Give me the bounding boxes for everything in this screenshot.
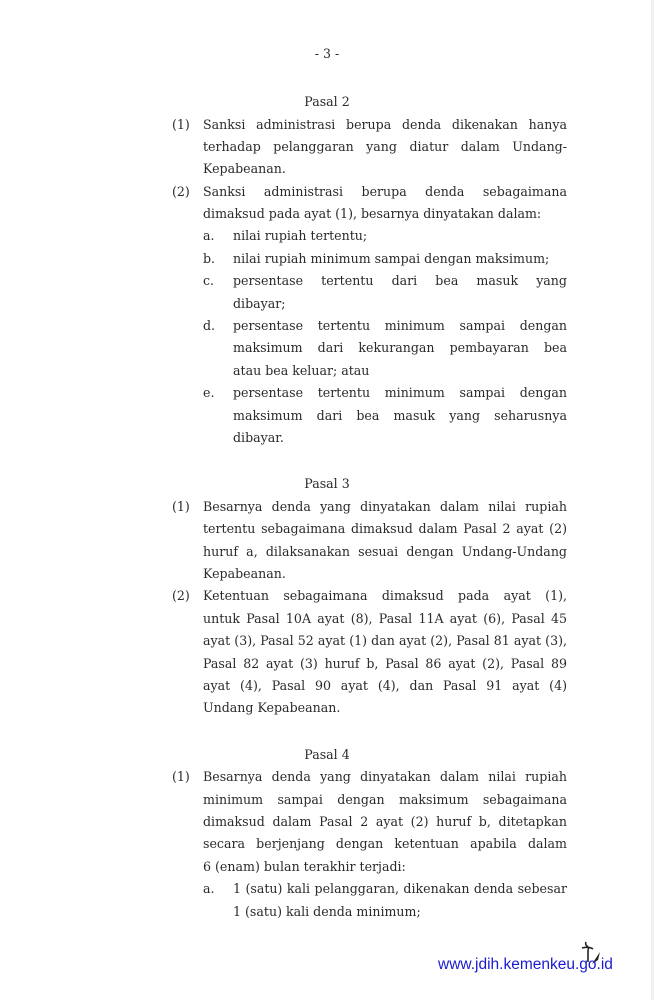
line-text: persentase tertentu minimum sampai dengan — [233, 318, 567, 334]
text-line — [0, 518, 654, 540]
line-text: Undang Kepabeanan. — [203, 700, 341, 716]
line-text: Ketentuan sebagaimana dimaksud pada ayat (1), — [203, 588, 567, 604]
text-line — [0, 360, 654, 382]
article-heading: Pasal 3 — [304, 476, 350, 492]
line-text: 1 (satu) kali denda minimum; — [233, 903, 421, 919]
line-text: 1 (satu) kali pelanggaran, dikenakan denda sebesar — [233, 881, 567, 897]
clause-number: (2) — [172, 183, 190, 199]
page-number: - 3 - — [314, 46, 340, 61]
text-line — [0, 833, 654, 855]
text-line — [0, 675, 654, 697]
line-text: nilai rupiah minimum sampai dengan maksimum; — [233, 250, 550, 266]
line-text: Kepabeanan. — [203, 566, 286, 582]
text-line — [0, 496, 654, 518]
line-text: dimaksud pada ayat (1), besarnya dinyatakan dalam: — [203, 206, 542, 222]
text-line — [0, 293, 654, 315]
line-text: tertentu sebagaimana dimaksud dalam Pasal 2 ayat (2) — [203, 521, 567, 537]
text-line — [0, 181, 654, 203]
clause-number: (1) — [172, 498, 190, 514]
line-text: dibayar; — [233, 295, 286, 311]
text-line — [0, 789, 654, 811]
text-line — [0, 653, 654, 675]
line-text: dibayar. — [233, 429, 284, 445]
subclause-letter: a. — [203, 228, 215, 244]
line-text: Sanksi administrasi berupa denda sebagaimana — [203, 183, 567, 199]
text-line — [0, 315, 654, 337]
line-text: huruf a, dilaksanakan sesuai dengan Undang-Undang — [203, 543, 567, 559]
line-text: ayat (4), Pasal 90 ayat (4), dan Pasal 91 ayat (4) — [203, 677, 567, 693]
text-line — [0, 114, 654, 136]
text-line — [0, 270, 654, 292]
text-line — [0, 585, 654, 607]
line-text: ayat (3), Pasal 52 ayat (1) dan ayat (2), Pasal 81 ayat (3), — [203, 633, 567, 649]
line-text: persentase tertentu dari bea masuk yang — [233, 273, 567, 289]
subclause-letter: a. — [203, 881, 215, 897]
text-line — [0, 563, 654, 585]
text-line — [0, 136, 654, 158]
text-line — [0, 337, 654, 359]
subclause-letter: e. — [203, 385, 215, 401]
subclause-letter: c. — [203, 273, 215, 289]
text-line — [0, 901, 654, 923]
line-text: secara berjenjang dengan ketentuan apabila dalam — [203, 836, 567, 852]
clause-number: (1) — [172, 769, 190, 785]
clause-number: (2) — [172, 588, 190, 604]
text-line — [0, 608, 654, 630]
line-text: minimum sampai dengan maksimum sebagaimana — [203, 791, 567, 807]
text-line — [0, 766, 654, 788]
line-text: maksimum dari kekurangan pembayaran bea — [233, 340, 567, 356]
text-line — [0, 856, 654, 878]
text-line — [0, 541, 654, 563]
clause-number: (1) — [172, 116, 190, 132]
line-text: Pasal 82 ayat (3) huruf b, Pasal 86 ayat (2), Pasal 89 — [203, 655, 567, 671]
text-line — [0, 427, 654, 449]
text-line — [0, 697, 654, 719]
text-line — [0, 248, 654, 270]
article-heading: Pasal 4 — [304, 746, 350, 762]
text-line — [0, 158, 654, 180]
text-line — [0, 382, 654, 404]
subclause-letter: b. — [203, 250, 216, 266]
line-text: maksimum dari bea masuk yang seharusnya — [233, 407, 567, 423]
line-text: persentase tertentu minimum sampai dengan — [233, 385, 567, 401]
footer-website-link[interactable]: www.jdih.kemenkeu.go.id — [438, 956, 613, 973]
line-text: atau bea keluar; atau — [233, 362, 370, 378]
line-text: Sanksi administrasi berupa denda dikenakan hanya — [203, 116, 567, 132]
text-line — [0, 203, 654, 225]
line-text: dimaksud dalam Pasal 2 ayat (2) huruf b, ditetapkan — [203, 814, 567, 830]
line-text: nilai rupiah tertentu; — [233, 228, 368, 244]
line-text: terhadap pelanggaran yang diatur dalam Undang- — [203, 138, 567, 154]
subclause-letter: d. — [203, 318, 216, 334]
text-line — [0, 225, 654, 247]
text-line — [0, 811, 654, 833]
line-text: Besarnya denda yang dinyatakan dalam nilai rupiah — [203, 769, 567, 785]
text-line — [0, 630, 654, 652]
line-text: 6 (enam) bulan terakhir terjadi: — [203, 858, 406, 874]
text-line — [0, 405, 654, 427]
text-line — [0, 878, 654, 900]
document-body — [0, 91, 654, 923]
line-text: Kepabeanan. — [203, 161, 286, 177]
line-text: untuk Pasal 10A ayat (8), Pasal 11A ayat (6), Pasal 45 — [203, 610, 567, 626]
line-text: Besarnya denda yang dinyatakan dalam nilai rupiah — [203, 498, 567, 514]
article-heading: Pasal 2 — [304, 94, 350, 109]
